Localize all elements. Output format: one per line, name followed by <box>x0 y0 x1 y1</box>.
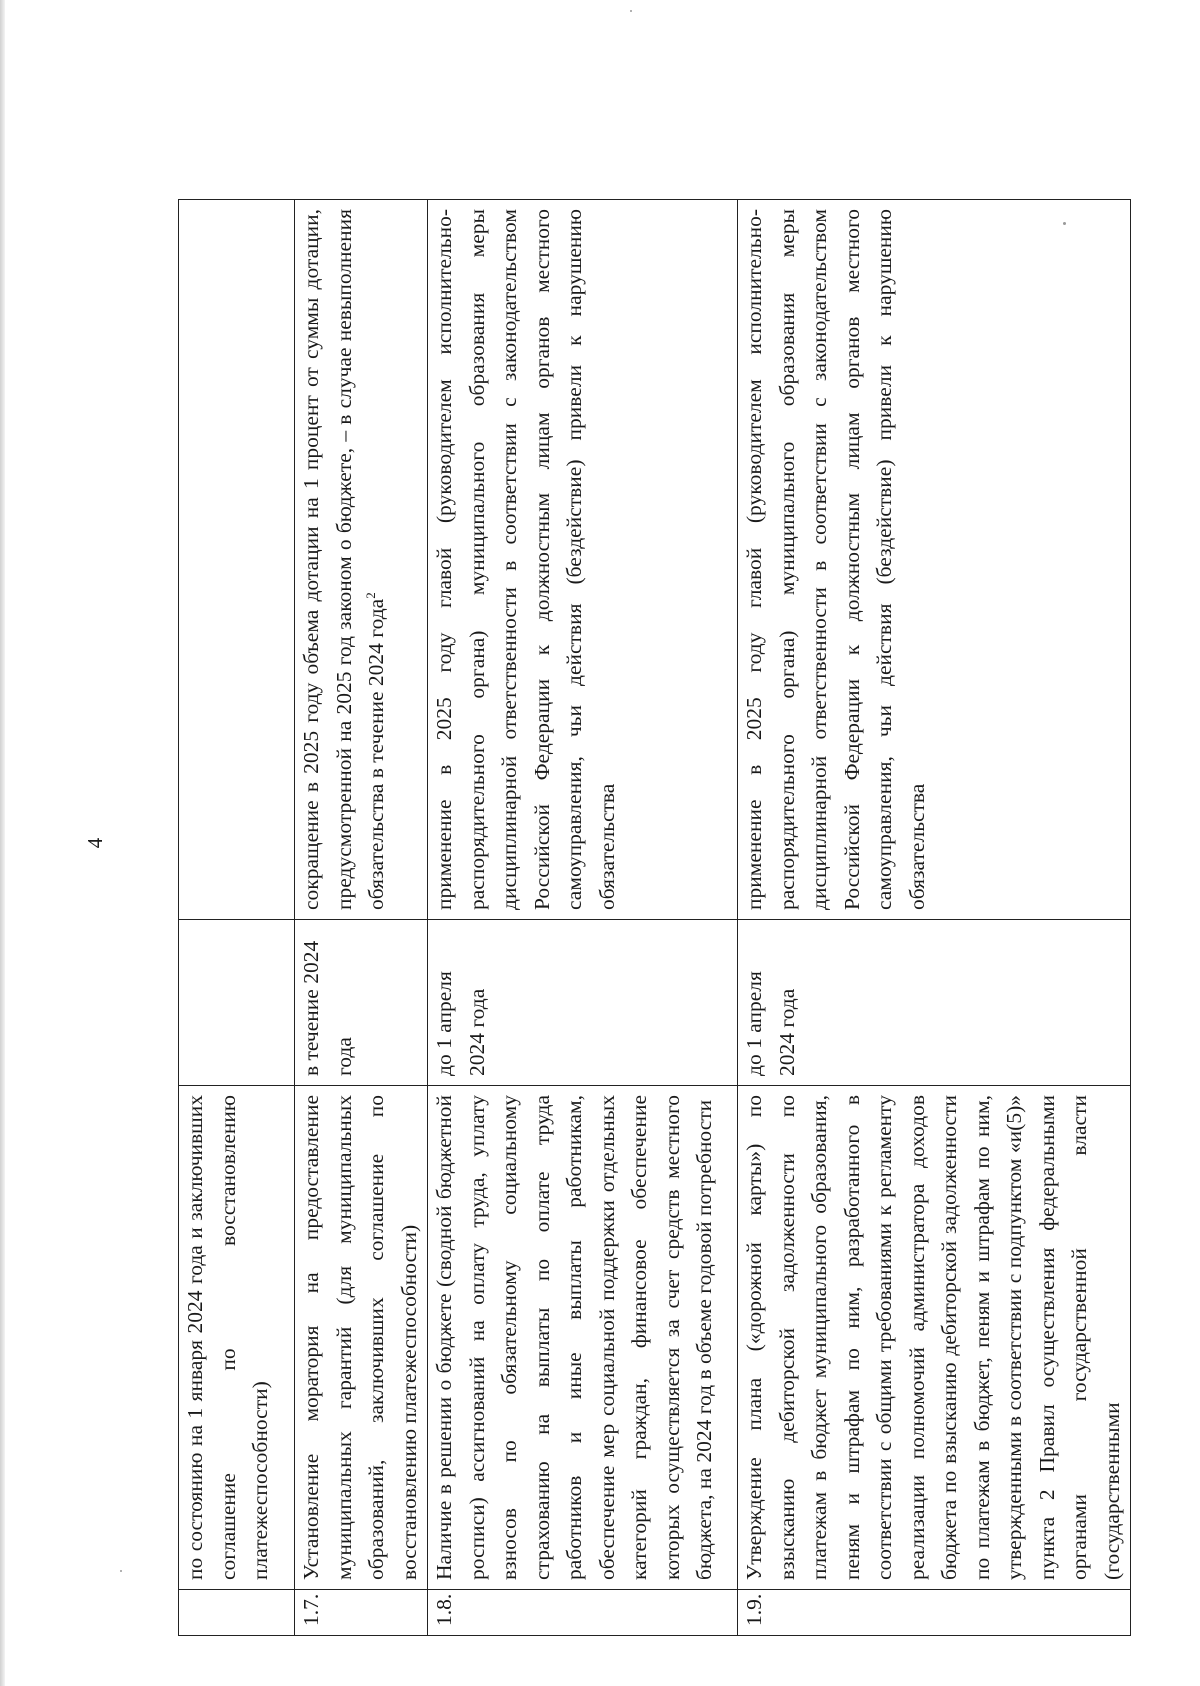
scan-speck <box>1063 222 1066 225</box>
deadline-cell <box>179 920 295 1086</box>
scan-speck <box>120 1570 122 1572</box>
row-number-cell: 1.7. <box>295 1590 428 1636</box>
table-row <box>179 200 295 1636</box>
page-number: 4 <box>83 837 107 849</box>
scan-speck <box>630 10 632 12</box>
scan-edge <box>0 0 5 1686</box>
table-row <box>295 200 428 1636</box>
rotated-table-wrapper <box>178 200 1124 1636</box>
action-text: по состоянию на 1 января 2024 года и заключивших соглашение по восстановлению платежеспособности) <box>183 1095 272 1580</box>
consequence-cell: применение в 2025 году главой (руководителем исполнительно-распорядительного органа) муниципального образования меры дисциплинарной ответственности в соответствии с законодательством Российской Федерации к должностным лицам органов местного самоуправления, чьи действия (бездействие) привели к нарушению обязательства <box>428 200 738 920</box>
action-text: Установление моратория на предоставление муниципальных гарантий (для муниципальных образований, заключивших соглашение по восстановлению платежеспособности) <box>299 1095 421 1580</box>
action-cell <box>179 1086 295 1590</box>
action-cell <box>738 1086 1131 1590</box>
consequence-cell: применение в 2025 году главой (руководителем исполнительно-распорядительного органа) муниципального образования меры дисциплинарной ответственности в соответствии с законодательством Российской Федерации к должностным лицам органов местного самоуправления, чьи действия (бездействие) привели к нарушению обязательства <box>738 200 1131 920</box>
deadline-cell: в течение 2024 года <box>295 920 428 1086</box>
action-text: Наличие в решении о бюджете (сводной бюджетной росписи) ассигнований на оплату труда, уплату взносов по обязательному социальному страхованию на выплаты по оплате труда работников и иные выплаты работникам, обеспечение мер социальной поддержки отдельных категорий граждан, финансовое обеспечение которых осуществляется за счет средств местного бюджета, на 2024 год в объеме годовой потребности <box>432 1095 716 1580</box>
action-text: Утверждение плана («дорожной карты») по взысканию дебиторской задолженности по платежам в бюджет муниципального образования, пеням и штрафам по ним, разработанного в соответствии с общими требованиями к регламенту реализации полномочий администратора доходов бюджета по взысканию дебиторской задолженности по платежам в бюджет, пеням и штрафам по ним, утвержденными в соответствии с подпунктом «и(5)» пункта 2 Правил осуществления федеральными органами государственной власти (государственными <box>742 1095 1124 1580</box>
action-cell <box>295 1086 428 1590</box>
consequence-cell <box>295 200 428 920</box>
table-row <box>738 200 1131 1636</box>
row-number-cell: 1.8. <box>428 1590 738 1636</box>
table-row <box>428 200 738 1636</box>
obligations-table <box>178 199 1131 1636</box>
row-number-cell: 1.9. <box>738 1590 1131 1636</box>
action-cell <box>428 1086 738 1590</box>
consequence-cell <box>179 200 295 920</box>
row-number-cell <box>179 1590 295 1636</box>
footnote-mark: 2 <box>362 592 378 599</box>
deadline-cell: до 1 апреля 2024 года <box>738 920 1131 1086</box>
deadline-cell: до 1 апреля 2024 года <box>428 920 738 1086</box>
consequence-text: сокращение в 2025 году объема дотации на 1 процент от суммы дотации, предусмотренной на 2025 год законом о бюджете, – в случае невыполнения обязательства в течение 2024 года <box>299 209 388 910</box>
